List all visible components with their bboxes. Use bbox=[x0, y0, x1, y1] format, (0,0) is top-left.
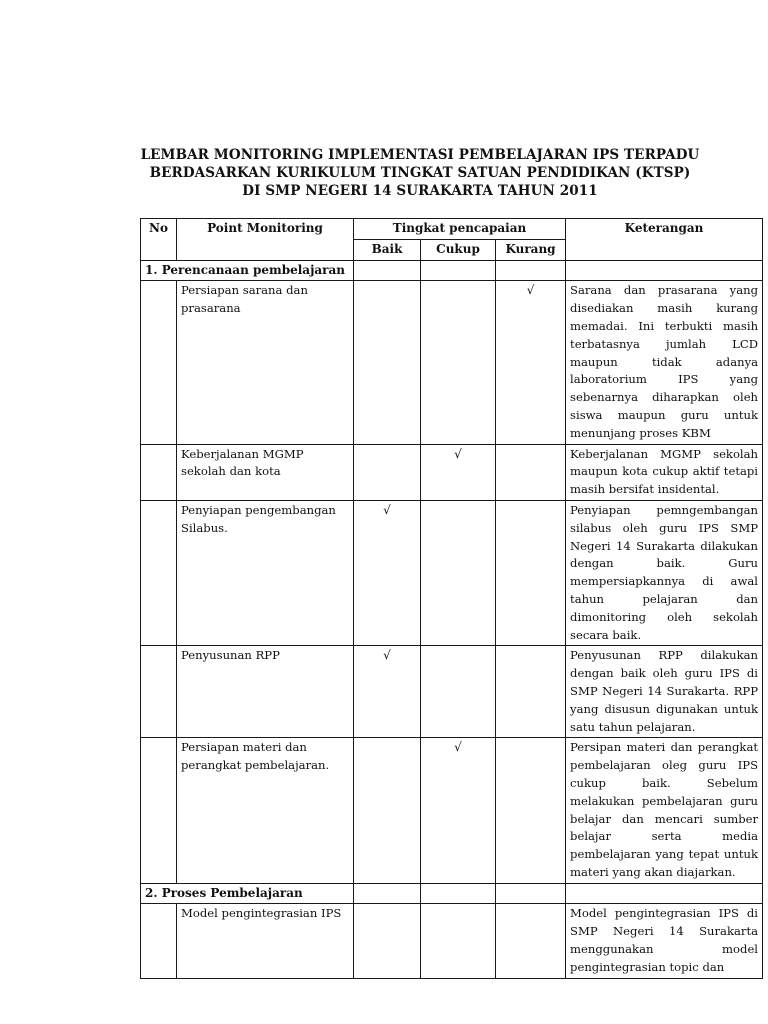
no-cell bbox=[141, 738, 177, 883]
cukup-cell bbox=[421, 500, 496, 645]
kurang-cell bbox=[496, 738, 566, 883]
header-tingkat-pencapaian: Tingkat pencapaian bbox=[354, 219, 566, 240]
header-kurang: Kurang bbox=[496, 239, 566, 260]
no-cell bbox=[141, 281, 177, 444]
cukup-cell bbox=[421, 281, 496, 444]
no-cell bbox=[141, 500, 177, 645]
cukup-cell: √ bbox=[421, 738, 496, 883]
header-keterangan: Keterangan bbox=[566, 219, 763, 261]
no-cell bbox=[141, 444, 177, 500]
section-empty-cell bbox=[496, 883, 566, 904]
document-title bbox=[120, 146, 720, 200]
table-row bbox=[141, 738, 763, 883]
section-empty-cell bbox=[421, 260, 496, 281]
point-monitoring-cell: Model pengintegrasian IPS bbox=[177, 904, 354, 978]
point-monitoring-cell: Persiapan sarana dan prasarana bbox=[177, 281, 354, 444]
cukup-cell: √ bbox=[421, 444, 496, 500]
table-row bbox=[141, 904, 763, 978]
section-row bbox=[141, 883, 763, 904]
cukup-cell bbox=[421, 646, 496, 738]
keterangan-cell: Penyiapan pemngembangan silabus oleh guru IPS SMP Negeri 14 Surakarta dilakukan dengan baik. Guru mempersiapkannya di awal tahun pelajaran dan dimonitoring oleh sekolah secara baik. bbox=[566, 500, 763, 645]
no-cell bbox=[141, 646, 177, 738]
baik-cell bbox=[354, 738, 421, 883]
section-empty-cell bbox=[566, 883, 763, 904]
baik-cell: √ bbox=[354, 646, 421, 738]
section-label: 1. Perencanaan pembelajaran bbox=[141, 260, 354, 281]
point-monitoring-cell: Penyusunan RPP bbox=[177, 646, 354, 738]
section-empty-cell bbox=[354, 260, 421, 281]
section-empty-cell bbox=[566, 260, 763, 281]
header-no: No bbox=[141, 219, 177, 261]
no-cell bbox=[141, 904, 177, 978]
point-monitoring-cell: Persiapan materi dan perangkat pembelajaran. bbox=[177, 738, 354, 883]
section-empty-cell bbox=[496, 260, 566, 281]
monitoring-table bbox=[140, 218, 763, 979]
point-monitoring-cell: Penyiapan pengembangan Silabus. bbox=[177, 500, 354, 645]
baik-cell: √ bbox=[354, 500, 421, 645]
section-row bbox=[141, 260, 763, 281]
header-cukup: Cukup bbox=[421, 239, 496, 260]
baik-cell bbox=[354, 444, 421, 500]
keterangan-cell: Persipan materi dan perangkat pembelajaran oleg guru IPS cukup baik. Sebelum melakukan pembelajaran guru belajar dan mencari sumber belajar serta media pembelajaran yang tepat untuk materi yang akan diajarkan. bbox=[566, 738, 763, 883]
title-line-1: LEMBAR MONITORING IMPLEMENTASI PEMBELAJARAN IPS TERPADU bbox=[140, 147, 700, 163]
section-empty-cell bbox=[421, 883, 496, 904]
table-row bbox=[141, 500, 763, 645]
table-row bbox=[141, 646, 763, 738]
keterangan-cell: Keberjalanan MGMP sekolah maupun kota cukup aktif tetapi masih bersifat insidental. bbox=[566, 444, 763, 500]
title-line-2: BERDASARKAN KURIKULUM TINGKAT SATUAN PENDIDIKAN (KTSP) bbox=[149, 165, 691, 181]
keterangan-cell: Model pengintegrasian IPS di SMP Negeri 14 Surakarta menggunakan model pengintegrasian topic dan bbox=[566, 904, 763, 978]
keterangan-cell: Sarana dan prasarana yang disediakan masih kurang memadai. Ini terbukti masih terbatasnya jumlah LCD maupun tidak adanya laboratorium IPS yang sebenarnya diharapkan oleh siswa maupun guru untuk menunjang proses KBM bbox=[566, 281, 763, 444]
title-line-3: DI SMP NEGERI 14 SURAKARTA TAHUN 2011 bbox=[242, 183, 598, 199]
section-empty-cell bbox=[354, 883, 421, 904]
section-label: 2. Proses Pembelajaran bbox=[141, 883, 354, 904]
table-row bbox=[141, 281, 763, 444]
baik-cell bbox=[354, 904, 421, 978]
baik-cell bbox=[354, 281, 421, 444]
kurang-cell bbox=[496, 904, 566, 978]
header-baik: Baik bbox=[354, 239, 421, 260]
kurang-cell: √ bbox=[496, 281, 566, 444]
point-monitoring-cell: Keberjalanan MGMP sekolah dan kota bbox=[177, 444, 354, 500]
header-point-monitoring: Point Monitoring bbox=[177, 219, 354, 261]
cukup-cell bbox=[421, 904, 496, 978]
kurang-cell bbox=[496, 444, 566, 500]
keterangan-cell: Penyusunan RPP dilakukan dengan baik oleh guru IPS di SMP Negeri 14 Surakarta. RPP yang disusun digunakan untuk satu tahun pelajaran. bbox=[566, 646, 763, 738]
kurang-cell bbox=[496, 646, 566, 738]
table-row bbox=[141, 444, 763, 500]
table-body bbox=[141, 260, 763, 978]
kurang-cell bbox=[496, 500, 566, 645]
